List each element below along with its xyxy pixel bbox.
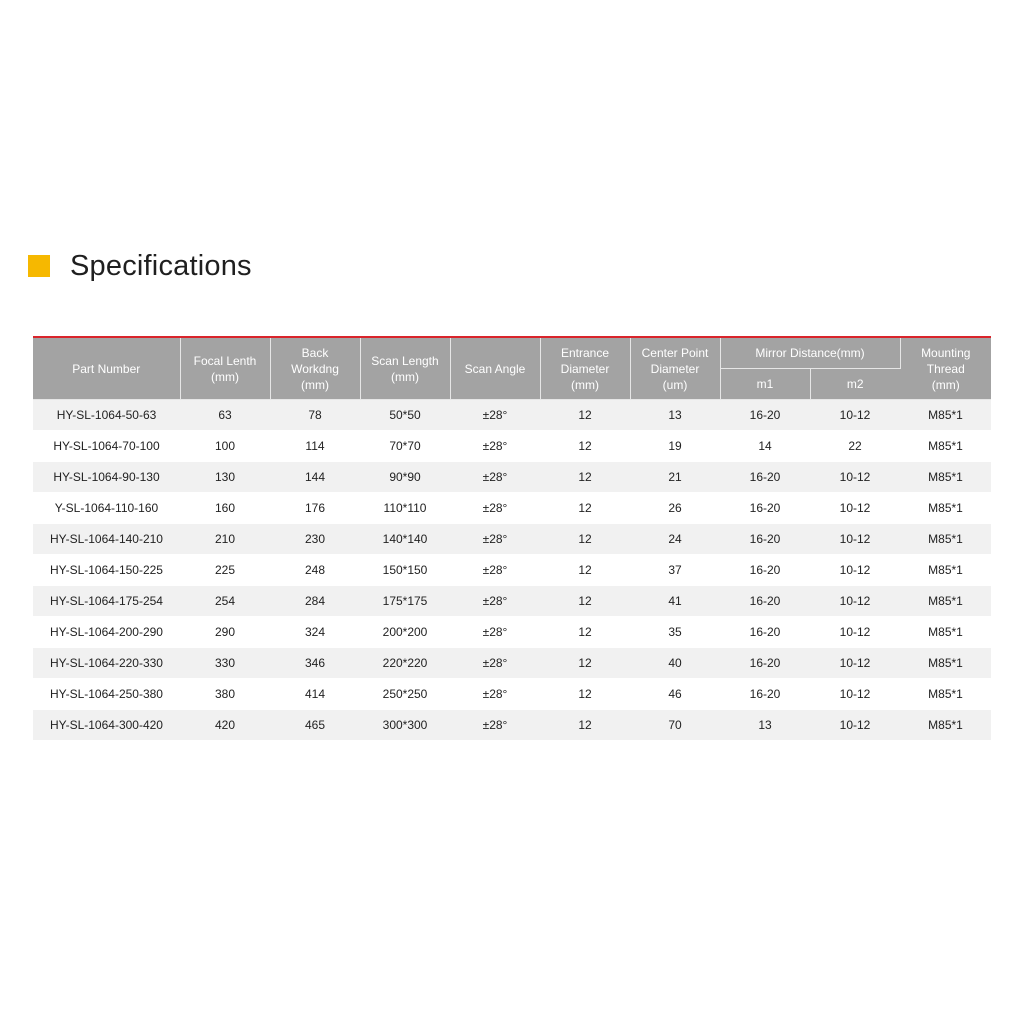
cell-entrance-diameter: 12 [540, 648, 630, 679]
table-row [33, 524, 991, 555]
cell-part-number: HY-SL-1064-175-254 [33, 586, 180, 617]
cell-m2: 10-12 [810, 648, 900, 679]
cell-part-number: HY-SL-1064-70-100 [33, 431, 180, 462]
cell-focal-length: 63 [180, 400, 270, 431]
cell-center-point-diameter: 70 [630, 710, 720, 741]
header-center-point-diameter: Center Point Diameter (um) [630, 338, 720, 400]
cell-scan-angle: ±28° [450, 524, 540, 555]
cell-entrance-diameter: 12 [540, 586, 630, 617]
cell-center-point-diameter: 19 [630, 431, 720, 462]
section-heading [28, 246, 252, 286]
table-row [33, 648, 991, 679]
cell-entrance-diameter: 12 [540, 462, 630, 493]
page-title: Specifications [70, 249, 252, 282]
cell-back-working: 414 [270, 679, 360, 710]
table-row [33, 710, 991, 741]
header-back-working: Back Workdng (mm) [270, 338, 360, 400]
cell-m2: 10-12 [810, 400, 900, 431]
cell-m1: 16-20 [720, 648, 810, 679]
table-row [33, 431, 991, 462]
cell-scan-length: 250*250 [360, 679, 450, 710]
cell-mounting-thread: M85*1 [900, 710, 991, 741]
cell-scan-length: 220*220 [360, 648, 450, 679]
cell-center-point-diameter: 21 [630, 462, 720, 493]
cell-mounting-thread: M85*1 [900, 524, 991, 555]
cell-focal-length: 100 [180, 431, 270, 462]
cell-focal-length: 225 [180, 555, 270, 586]
cell-entrance-diameter: 12 [540, 524, 630, 555]
cell-center-point-diameter: 24 [630, 524, 720, 555]
cell-m2: 10-12 [810, 493, 900, 524]
cell-m2: 10-12 [810, 710, 900, 741]
table-row [33, 679, 991, 710]
cell-back-working: 144 [270, 462, 360, 493]
cell-focal-length: 380 [180, 679, 270, 710]
cell-scan-length: 110*110 [360, 493, 450, 524]
cell-focal-length: 130 [180, 462, 270, 493]
cell-m2: 22 [810, 431, 900, 462]
cell-part-number: HY-SL-1064-220-330 [33, 648, 180, 679]
table-row [33, 493, 991, 524]
cell-m1: 16-20 [720, 524, 810, 555]
cell-entrance-diameter: 12 [540, 493, 630, 524]
cell-mounting-thread: M85*1 [900, 679, 991, 710]
cell-scan-length: 150*150 [360, 555, 450, 586]
cell-back-working: 176 [270, 493, 360, 524]
table-row [33, 617, 991, 648]
header-entrance-diameter: Entrance Diameter (mm) [540, 338, 630, 400]
cell-scan-length: 90*90 [360, 462, 450, 493]
cell-m2: 10-12 [810, 555, 900, 586]
cell-back-working: 346 [270, 648, 360, 679]
table-body [33, 400, 991, 741]
cell-mounting-thread: M85*1 [900, 431, 991, 462]
cell-part-number: HY-SL-1064-250-380 [33, 679, 180, 710]
cell-scan-angle: ±28° [450, 710, 540, 741]
cell-mounting-thread: M85*1 [900, 586, 991, 617]
cell-center-point-diameter: 13 [630, 400, 720, 431]
cell-focal-length: 420 [180, 710, 270, 741]
cell-scan-length: 70*70 [360, 431, 450, 462]
cell-center-point-diameter: 40 [630, 648, 720, 679]
cell-back-working: 284 [270, 586, 360, 617]
cell-back-working: 248 [270, 555, 360, 586]
cell-scan-angle: ±28° [450, 648, 540, 679]
cell-mounting-thread: M85*1 [900, 462, 991, 493]
cell-m1: 16-20 [720, 586, 810, 617]
cell-mounting-thread: M85*1 [900, 617, 991, 648]
cell-part-number: HY-SL-1064-140-210 [33, 524, 180, 555]
cell-center-point-diameter: 41 [630, 586, 720, 617]
cell-focal-length: 160 [180, 493, 270, 524]
cell-m1: 16-20 [720, 617, 810, 648]
cell-back-working: 324 [270, 617, 360, 648]
cell-focal-length: 290 [180, 617, 270, 648]
cell-m1: 14 [720, 431, 810, 462]
cell-scan-length: 200*200 [360, 617, 450, 648]
specifications-table [33, 338, 991, 741]
cell-scan-length: 140*140 [360, 524, 450, 555]
cell-part-number: Y-SL-1064-110-160 [33, 493, 180, 524]
cell-scan-angle: ±28° [450, 586, 540, 617]
cell-scan-angle: ±28° [450, 555, 540, 586]
cell-scan-angle: ±28° [450, 679, 540, 710]
cell-m1: 16-20 [720, 555, 810, 586]
cell-m1: 16-20 [720, 462, 810, 493]
header-part-number: Part Number [33, 338, 180, 400]
cell-mounting-thread: M85*1 [900, 400, 991, 431]
cell-scan-angle: ±28° [450, 493, 540, 524]
cell-part-number: HY-SL-1064-150-225 [33, 555, 180, 586]
table-row [33, 555, 991, 586]
cell-focal-length: 330 [180, 648, 270, 679]
cell-scan-length: 50*50 [360, 400, 450, 431]
cell-m2: 10-12 [810, 462, 900, 493]
table-row [33, 586, 991, 617]
cell-m2: 10-12 [810, 679, 900, 710]
cell-entrance-diameter: 12 [540, 679, 630, 710]
cell-m1: 16-20 [720, 493, 810, 524]
cell-center-point-diameter: 37 [630, 555, 720, 586]
table-header-row [33, 338, 991, 369]
cell-part-number: HY-SL-1064-300-420 [33, 710, 180, 741]
cell-focal-length: 210 [180, 524, 270, 555]
cell-scan-angle: ±28° [450, 431, 540, 462]
cell-scan-angle: ±28° [450, 617, 540, 648]
cell-back-working: 465 [270, 710, 360, 741]
table-row [33, 462, 991, 493]
header-mounting-thread: Mounting Thread (mm) [900, 338, 991, 400]
cell-part-number: HY-SL-1064-50-63 [33, 400, 180, 431]
cell-entrance-diameter: 12 [540, 400, 630, 431]
cell-mounting-thread: M85*1 [900, 648, 991, 679]
header-mirror-distance: Mirror Distance(mm) [720, 338, 900, 369]
cell-m1: 13 [720, 710, 810, 741]
cell-m1: 16-20 [720, 400, 810, 431]
cell-entrance-diameter: 12 [540, 555, 630, 586]
cell-m1: 16-20 [720, 679, 810, 710]
header-scan-length: Scan Length (mm) [360, 338, 450, 400]
header-m2: m2 [810, 369, 900, 400]
cell-scan-length: 300*300 [360, 710, 450, 741]
cell-back-working: 230 [270, 524, 360, 555]
cell-m2: 10-12 [810, 586, 900, 617]
heading-marker-square [28, 255, 50, 277]
cell-m2: 10-12 [810, 524, 900, 555]
cell-center-point-diameter: 46 [630, 679, 720, 710]
table-row [33, 400, 991, 431]
cell-scan-angle: ±28° [450, 400, 540, 431]
cell-scan-angle: ±28° [450, 462, 540, 493]
cell-mounting-thread: M85*1 [900, 555, 991, 586]
cell-mounting-thread: M85*1 [900, 493, 991, 524]
cell-entrance-diameter: 12 [540, 710, 630, 741]
cell-back-working: 78 [270, 400, 360, 431]
cell-part-number: HY-SL-1064-90-130 [33, 462, 180, 493]
cell-scan-length: 175*175 [360, 586, 450, 617]
cell-entrance-diameter: 12 [540, 431, 630, 462]
cell-m2: 10-12 [810, 617, 900, 648]
header-m1: m1 [720, 369, 810, 400]
header-scan-angle: Scan Angle [450, 338, 540, 400]
cell-entrance-diameter: 12 [540, 617, 630, 648]
header-focal-length: Focal Lenth (mm) [180, 338, 270, 400]
cell-back-working: 114 [270, 431, 360, 462]
specifications-table-container [33, 336, 991, 741]
cell-focal-length: 254 [180, 586, 270, 617]
cell-part-number: HY-SL-1064-200-290 [33, 617, 180, 648]
cell-center-point-diameter: 35 [630, 617, 720, 648]
cell-center-point-diameter: 26 [630, 493, 720, 524]
